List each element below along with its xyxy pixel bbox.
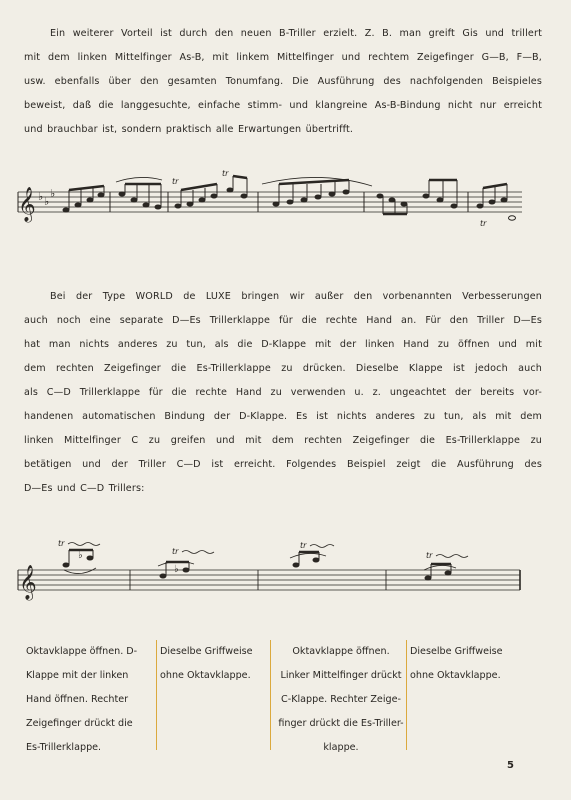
trill-mark-icon: tr <box>58 540 65 548</box>
caption-divider <box>156 640 157 750</box>
caption-d-es-octave: Oktavklappe öffnen. D- Klappe mit der linken Hand öffnen. Rechter Zeigefinger drückt die Es-Trillerklappe. <box>26 646 138 753</box>
text-line: D—Es und C—D Trillers: <box>24 483 145 494</box>
music-example-as-b-binding <box>0 170 571 230</box>
slur <box>290 553 326 558</box>
text-line: linken Mittelfinger C zu greifen und mit dem rechten Zeigefinger die Es-Trillerklappe zu <box>24 435 542 446</box>
treble-clef-icon: 𝄞 <box>18 187 36 222</box>
trill-mark-icon: tr <box>172 547 179 556</box>
caption-divider <box>406 640 407 750</box>
trill-mark-icon: tr <box>222 170 229 178</box>
paragraph-b-trill <box>24 22 542 142</box>
trill-mark-icon: tr <box>480 219 487 228</box>
staff-lines <box>18 192 522 212</box>
text-line: als C—D Trillerklappe für die rechte Hand zu verwenden u. z. ungeachtet der bereits vor- <box>24 387 542 398</box>
text-line: hat man nichts anderes zu tun, als die D-Klappe mit der linken Hand zu öffnen und mit <box>24 339 542 350</box>
caption-c-d-no-octave: Dieselbe Griffweise ohne Oktavklappe. <box>410 646 503 681</box>
text-line: Bei der Type WORLD de LUXE bringen wir außer den vorbenannten Verbesserungen <box>50 291 542 302</box>
text-line: auch noch eine separate D—Es Trillerklappe für die rechte Hand an. Für den Triller D—Es <box>24 315 542 326</box>
trill-mark-icon: tr <box>426 551 433 560</box>
flat-sign: ♭ <box>50 187 56 200</box>
caption-d-es-no-octave: Dieselbe Griffweise ohne Oktavklappe. <box>160 646 253 681</box>
text-line: Ein weiterer Vorteil ist durch den neuen B-Triller erzielt. Z. B. man greift Gis und trillert <box>50 28 542 39</box>
caption-c-d-octave: Oktavklappe öffnen. Linker Mittelfinger drückt C-Klappe. Rechter Zeige- finger drückt die Es-Triller- klappe. <box>278 646 404 753</box>
text-line: mit dem linken Mittelfinger As-B, mit linkem Mittelfinger und rechtem Zeigefinger G—B, F—B, <box>24 52 542 63</box>
slur <box>64 568 96 574</box>
music-example-d-es-c-d-trill <box>0 540 571 610</box>
flat-sign: ♭ <box>44 195 50 208</box>
text-line: betätigen und der Triller C—D ist erreicht. Folgendes Beispiel zeigt die Ausführung des <box>24 459 542 470</box>
flat-sign: ♭ <box>78 550 83 561</box>
page-number: 5 <box>507 760 514 771</box>
treble-clef-icon: 𝄞 <box>19 565 37 600</box>
text-line: usw. ebenfalls über den gesamten Tonumfang. Die Ausführung des nachfolgenden Beispieles <box>24 76 542 87</box>
trill-mark-icon: tr <box>300 541 307 550</box>
text-line: und brauchbar ist, sondern praktisch alle Erwartungen übertrifft. <box>24 124 354 135</box>
paragraph-world-de-luxe <box>24 285 542 501</box>
caption-divider <box>270 640 271 750</box>
flat-sign: ♭ <box>38 190 44 203</box>
trill-mark-icon: tr <box>172 177 179 186</box>
fingering-captions <box>26 640 526 760</box>
text-line: handenen automatischen Bindung der D-Klappe. Es ist nichts anderes zu tun, als mit dem <box>24 411 542 422</box>
text-line: beweist, daß die langgesuchte, einfache stimm- und klangreine As-B-Bindung nicht nur erreicht <box>24 100 542 111</box>
text-line: dem rechten Zeigefinger die Es-Trillerklappe zu drücken. Dieselbe Klappe ist jedoch auch <box>24 363 542 374</box>
slur <box>116 177 162 182</box>
flat-sign: ♭ <box>174 564 179 575</box>
